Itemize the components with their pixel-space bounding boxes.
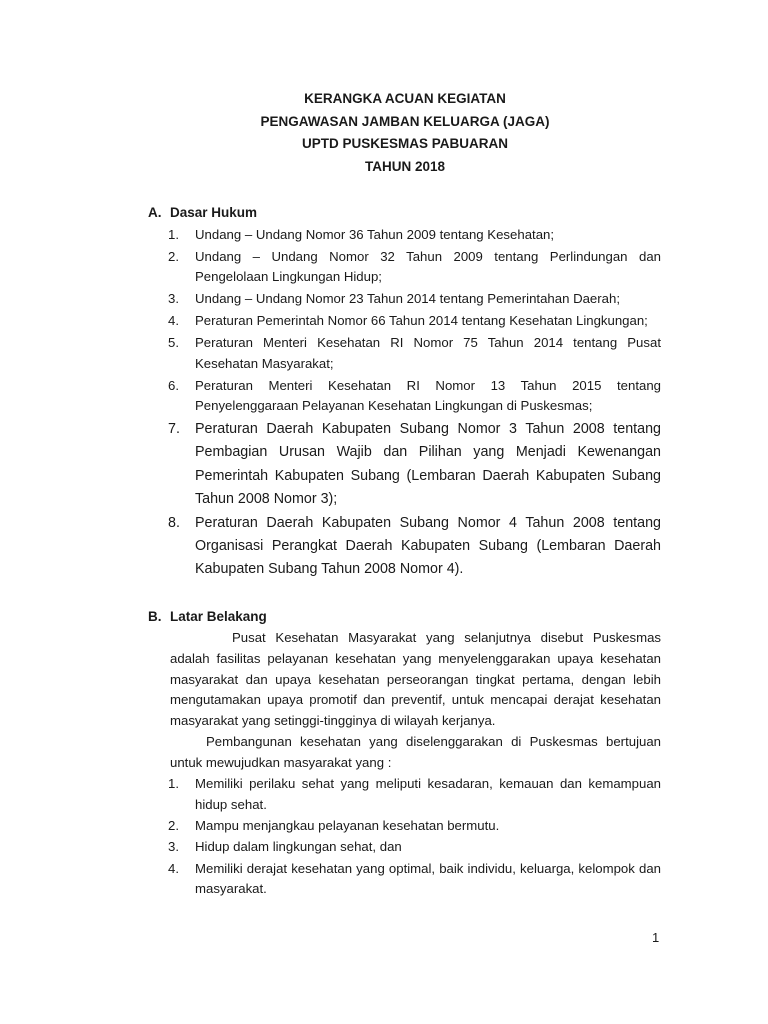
page-number: 1 [652, 930, 660, 945]
list-item: 2. Undang – Undang Nomor 32 Tahun 2009 tentang Perlindungan dan Pengelolaan Lingkungan Hidup; [168, 248, 661, 285]
document-title [0, 88, 768, 178]
section-b-title: Latar Belakang [170, 609, 267, 624]
background-paragraph-1: Pusat Kesehatan Masyarakat yang selanjutnya disebut Puskesmas adalah fasilitas pelayanan kesehatan yang menyelenggarakan upaya kesehatan masyarakat dan upaya kesehatan perseorangan tingkat pertama, dengan lebih mengutamakan upaya promotif dan preventif, untuk mencapai derajat kesehatan masyarakat yang setinggi-tingginya di wilayah kerjanya. [170, 630, 661, 729]
title-line-1: KERANGKA ACUAN KEGIATAN [304, 91, 506, 106]
list-item: 1. Memiliki perilaku sehat yang meliputi kesadaran, kemauan dan kemampuan hidup sehat. [168, 776, 661, 812]
list-item: 2. Mampu menjangkau pelayanan kesehatan bermutu. [168, 817, 500, 833]
section-b-heading [148, 609, 267, 624]
section-a-letter: A. [148, 205, 162, 220]
list-item: 3. Undang – Undang Nomor 23 Tahun 2014 tentang Pemerintahan Daerah; [168, 291, 620, 307]
list-item: 6. Peraturan Menteri Kesehatan RI Nomor 13 Tahun 2015 tentang Penyelenggaraan Pelayanan Kesehatan Lingkungan di Puskesmas; [168, 377, 661, 414]
section-a-title: Dasar Hukum [170, 205, 258, 220]
title-line-2: PENGAWASAN JAMBAN KELUARGA (JAGA) [260, 113, 550, 129]
list-item: 4. Peraturan Pemerintah Nomor 66 Tahun 2014 tentang Kesehatan Lingkungan; [168, 313, 648, 329]
section-b-letter: B. [148, 609, 162, 624]
list-item: 1. Undang – Undang Nomor 36 Tahun 2009 tentang Kesehatan; [168, 227, 555, 242]
legal-basis-list [168, 225, 661, 583]
background-paragraph-2: Pembangunan kesehatan yang diselenggarakan di Puskesmas bertujuan untuk mewujudkan masyarakat yang : [170, 734, 661, 770]
list-item: 8. Peraturan Daerah Kabupaten Subang Nomor 4 Tahun 2008 tentang Organisasi Perangkat Daerah Kabupaten Subang (Lembaran Daerah Kabupaten Subang Tahun 2008 Nomor 4). [168, 514, 661, 578]
title-line-4: TAHUN 2018 [364, 158, 446, 174]
title-line-3: UPTD PUSKESMAS PABUARAN [301, 136, 508, 151]
section-a-heading [148, 205, 257, 220]
list-item: 3. Hidup dalam lingkungan sehat, dan [168, 839, 402, 855]
list-item: 7. Peraturan Daerah Kabupaten Subang Nomor 3 Tahun 2008 tentang Pembagian Urusan Wajib dan Pilihan yang Menjadi Kewenangan Pemerintah Kabupaten Subang (Lembaran Daerah Kabupaten Subang Tahun 2008 Nomor 3); [168, 421, 661, 507]
goals-list [168, 774, 661, 901]
list-item: 4. Memiliki derajat kesehatan yang optimal, baik individu, keluarga, kelompok dan masyarakat. [168, 860, 661, 897]
list-item: 5. Peraturan Menteri Kesehatan RI Nomor 75 Tahun 2014 tentang Pusat Kesehatan Masyarakat; [168, 335, 661, 371]
